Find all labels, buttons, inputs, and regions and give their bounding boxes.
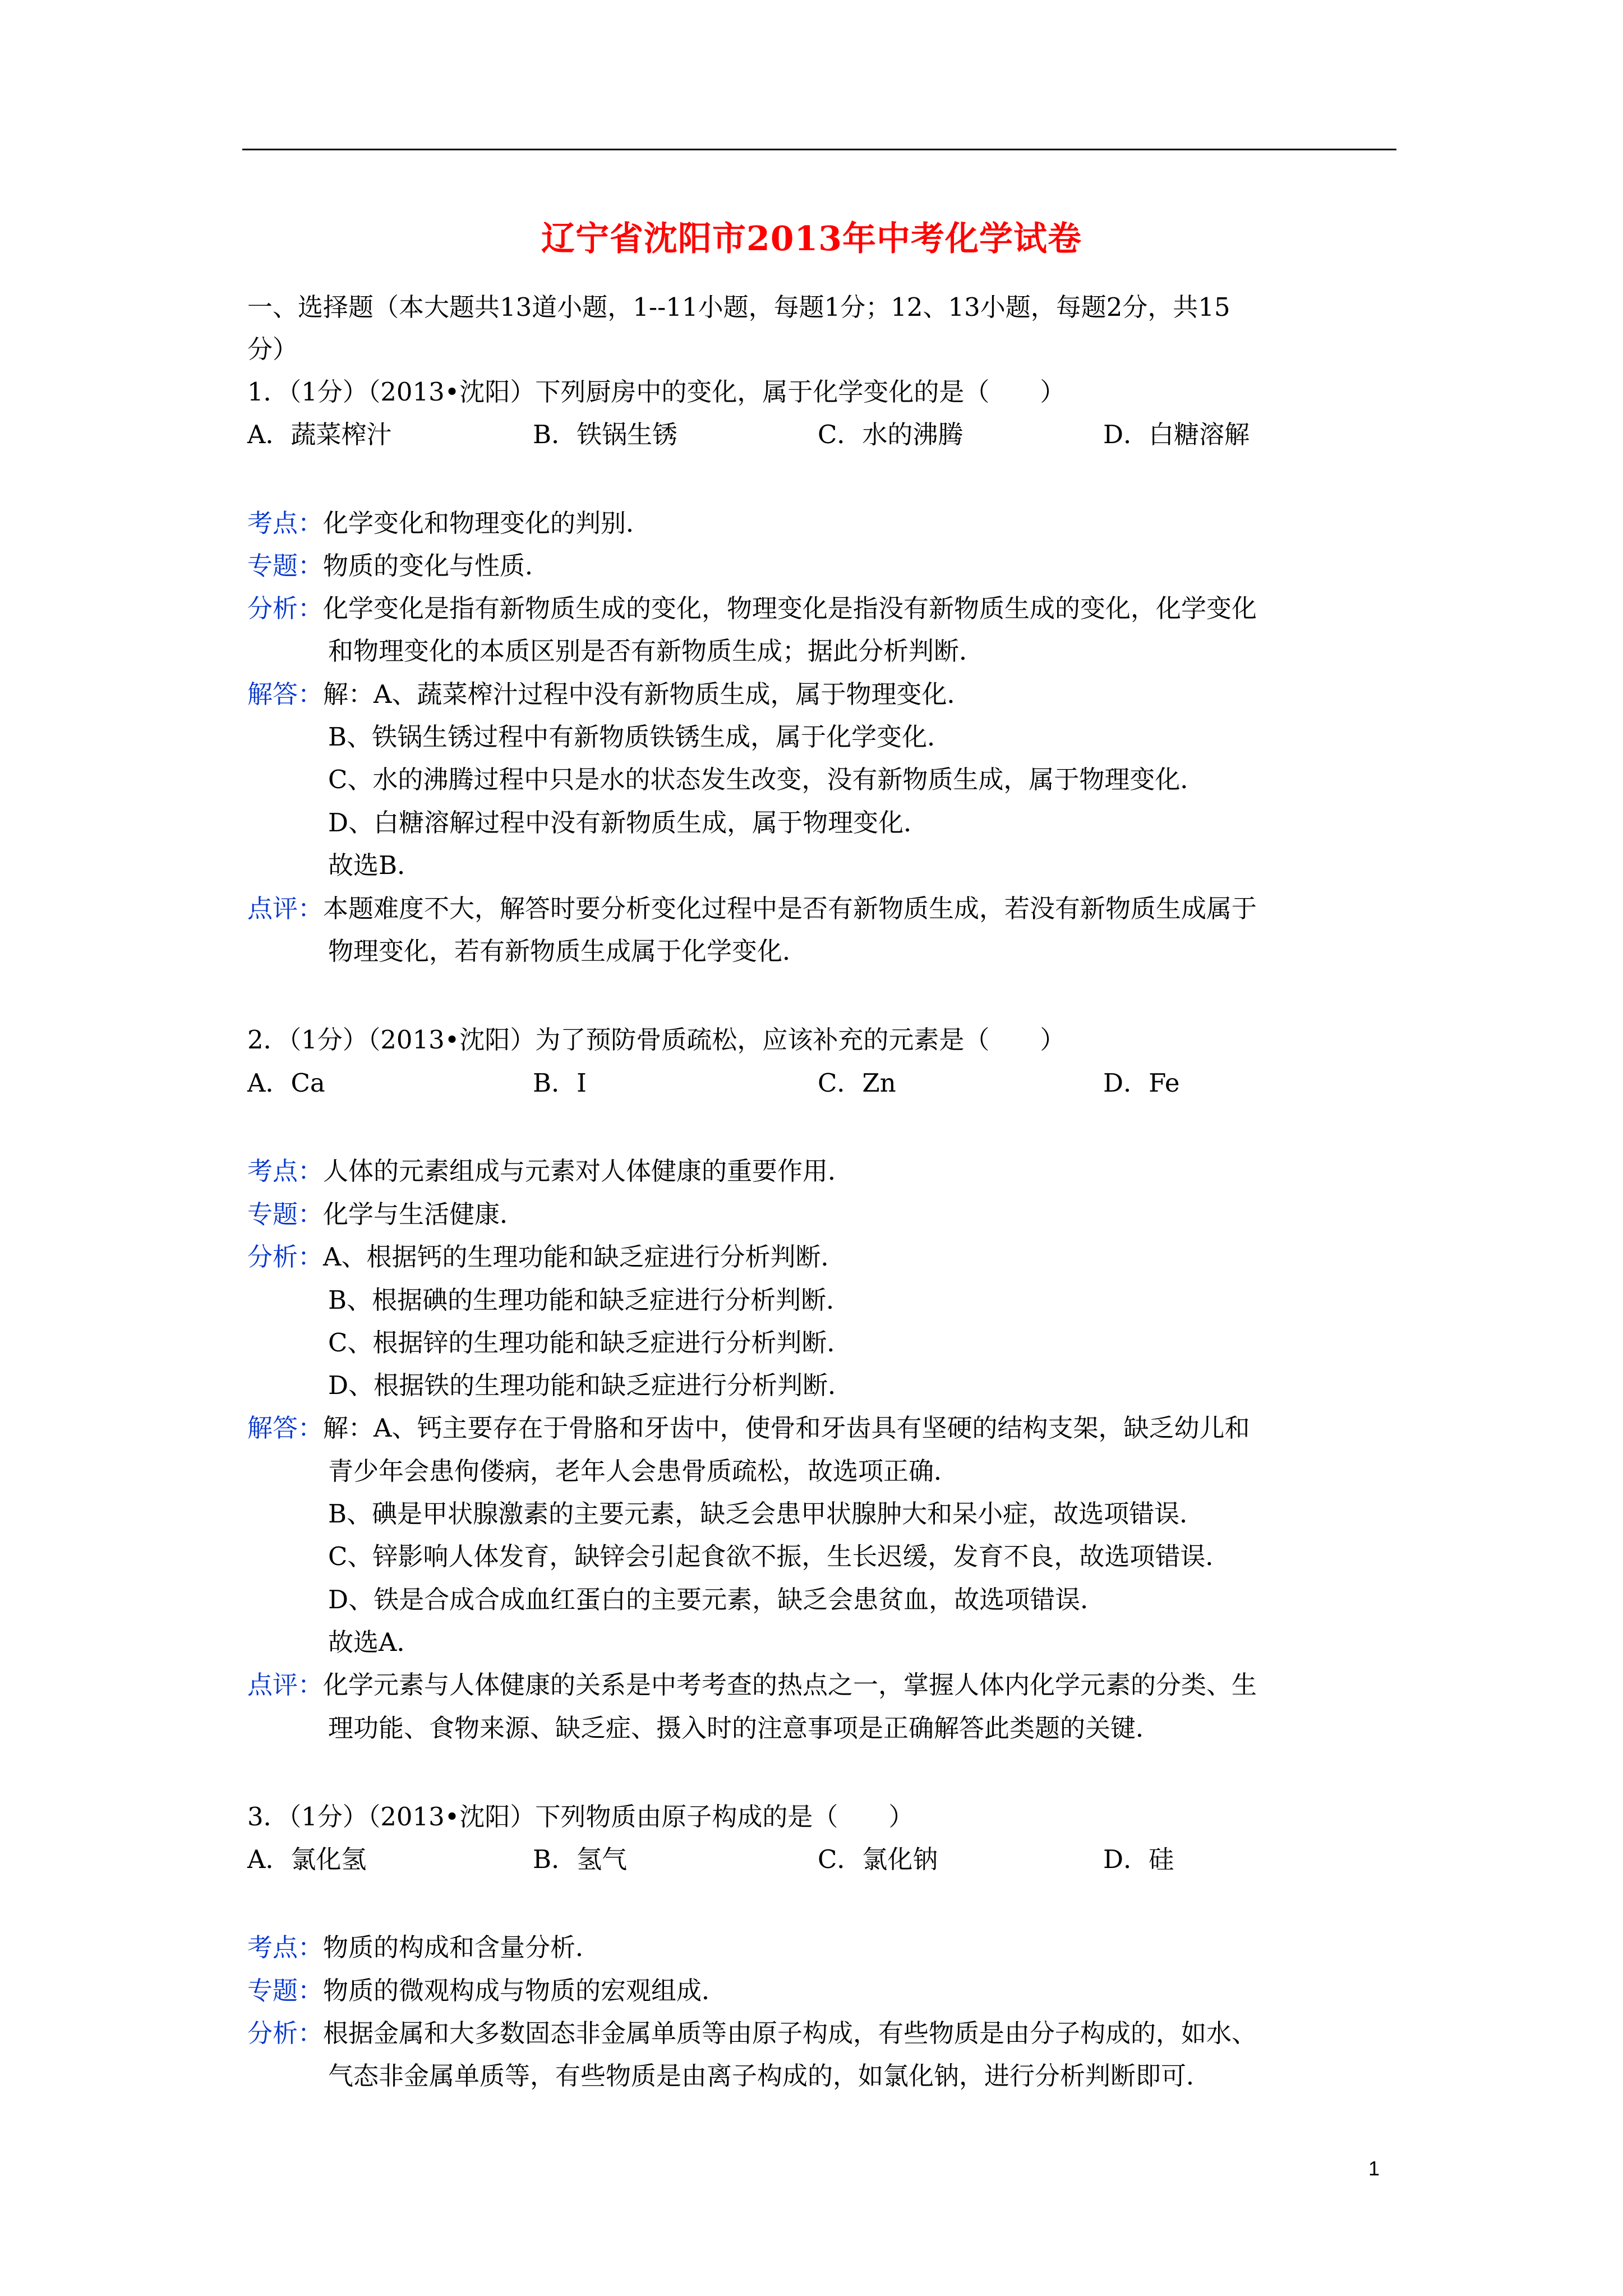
question-3-option-a: A．氯化氢	[247, 1844, 367, 1874]
fenxi-text: A、根据钙的生理功能和缺乏症进行分析判断．	[323, 1242, 846, 1272]
fenxi-text: 化学变化是指有新物质生成的变化，物理变化是指没有新物质生成的变化，化学变化	[323, 593, 1257, 623]
jieda-text-cont: B、铁锅生锈过程中有新物质铁锈生成，属于化学变化．	[328, 722, 953, 752]
fenxi-label: 分析：	[247, 1242, 324, 1272]
jieda-label: 解答：	[247, 1413, 324, 1443]
zhuanti-label: 专题：	[247, 1976, 324, 2005]
question-1-option-b: B．铁锅生锈	[533, 420, 678, 449]
question-1-option-c: C．水的沸腾	[818, 420, 963, 449]
question-3-fenxi	[247, 2017, 1257, 2050]
jieda-label: 解答：	[247, 679, 324, 709]
question-1-kaodian	[247, 507, 651, 540]
question-2-stem: 2．（1分）（2013•沈阳）为了预防骨质疏松，应该补充的元素是（ ）	[247, 1025, 1066, 1055]
zhuanti-label: 专题：	[247, 1199, 324, 1229]
fenxi-label: 分析：	[247, 593, 324, 623]
kaodian-label: 考点：	[247, 508, 324, 538]
question-1-stem: 1．（1分）（2013•沈阳）下列厨房中的变化，属于化学变化的是（ ）	[247, 377, 1066, 407]
dianping-text-cont: 理功能、食物来源、缺乏症、摄入时的注意事项是正确解答此类题的关键．	[328, 1713, 1161, 1743]
section-heading-cont: 分）	[247, 334, 298, 364]
jieda-answer: 故选B．	[328, 850, 423, 880]
question-1-option-a: A．蔬菜榨汁	[247, 420, 392, 449]
zhuanti-text: 化学与生活健康．	[323, 1199, 525, 1229]
question-3-option-c: C．氯化钠	[818, 1844, 938, 1874]
question-3-zhuanti	[247, 1974, 727, 2008]
dianping-text: 本题难度不大，解答时要分析变化过程中是否有新物质生成，若没有新物质生成属于	[323, 894, 1257, 923]
jieda-text-cont: B、碘是甲状腺激素的主要元素，缺乏会患甲状腺肿大和呆小症，故选项错误．	[328, 1499, 1205, 1529]
jieda-text: 解：A、蔬菜榨汁过程中没有新物质生成，属于物理变化．	[323, 679, 972, 709]
zhuanti-text: 物质的微观构成与物质的宏观组成．	[323, 1976, 727, 2005]
jieda-text-cont: D、白糖溶解过程中没有新物质生成，属于物理变化．	[328, 808, 929, 838]
question-2-option-b: B．I	[533, 1068, 587, 1098]
header-rule	[242, 149, 1396, 150]
question-1-jieda	[247, 678, 972, 711]
zhuanti-text: 物质的变化与性质．	[323, 551, 551, 581]
fenxi-text-cont: C、根据锌的生理功能和缺乏症进行分析判断．	[328, 1328, 852, 1358]
dianping-text-cont: 物理变化，若有新物质生成属于化学变化．	[328, 936, 808, 966]
question-3-option-d: D．硅	[1103, 1844, 1174, 1874]
kaodian-text: 化学变化和物理变化的判别．	[323, 508, 652, 538]
fenxi-text-cont: 气态非金属单质等，有些物质是由离子构成的，如氯化钠，进行分析判断即可．	[328, 2061, 1212, 2091]
question-1-dianping	[247, 892, 1257, 926]
jieda-text-cont: 青少年会患佝偻病，老年人会患骨质疏松，故选项正确．	[328, 1456, 960, 1486]
jieda-answer: 故选A．	[328, 1627, 422, 1657]
kaodian-label: 考点：	[247, 1932, 324, 1962]
kaodian-label: 考点：	[247, 1156, 324, 1186]
kaodian-text: 物质的构成和含量分析．	[323, 1932, 601, 1962]
question-1-option-d: D．白糖溶解	[1103, 420, 1250, 449]
page-number: 1	[1368, 2157, 1380, 2180]
fenxi-text-cont: D、根据铁的生理功能和缺乏症进行分析判断．	[328, 1370, 854, 1400]
question-3-option-b: B．氢气	[533, 1844, 628, 1874]
fenxi-text-cont: 和物理变化的本质区别是否有新物质生成；据此分析判断．	[328, 636, 985, 666]
question-2-option-a: A．Ca	[247, 1068, 325, 1098]
question-2-option-c: C．Zn	[818, 1068, 896, 1098]
question-3-kaodian	[247, 1931, 601, 1964]
page-title: 辽宁省沈阳市2013年中考化学试卷	[541, 219, 1082, 259]
zhuanti-label: 专题：	[247, 551, 324, 581]
kaodian-text: 人体的元素组成与元素对人体健康的重要作用．	[323, 1156, 854, 1186]
jieda-text-cont: D、铁是合成合成血红蛋白的主要元素，缺乏会患贫血，故选项错误．	[328, 1585, 1106, 1614]
fenxi-label: 分析：	[247, 2018, 324, 2048]
question-2-fenxi	[247, 1240, 846, 1274]
question-1-fenxi	[247, 592, 1257, 625]
fenxi-text-cont: B、根据碘的生理功能和缺乏症进行分析判断．	[328, 1285, 852, 1315]
question-2-option-d: D．Fe	[1103, 1068, 1180, 1098]
question-1-zhuanti	[247, 549, 550, 583]
dianping-label: 点评：	[247, 1670, 324, 1700]
dianping-text: 化学元素与人体健康的关系是中考考查的热点之一，掌握人体内化学元素的分类、生	[323, 1670, 1257, 1700]
dianping-label: 点评：	[247, 894, 324, 923]
fenxi-text: 根据金属和大多数固态非金属单质等由原子构成，有些物质是由分子构成的，如水、	[323, 2018, 1257, 2048]
jieda-text: 解：A、钙主要存在于骨胳和牙齿中，使骨和牙齿具有坚硬的结构支架，缺乏幼儿和	[323, 1413, 1250, 1443]
question-2-kaodian	[247, 1154, 853, 1188]
question-2-zhuanti	[247, 1198, 525, 1231]
question-2-dianping	[247, 1668, 1257, 1702]
question-2-jieda	[247, 1411, 1250, 1445]
question-3-stem: 3．（1分）（2013•沈阳）下列物质由原子构成的是（ ）	[247, 1802, 914, 1832]
jieda-text-cont: C、锌影响人体发育，缺锌会引起食欲不振，生长迟缓，发育不良，故选项错误．	[328, 1542, 1231, 1571]
jieda-text-cont: C、水的沸腾过程中只是水的状态发生改变，没有新物质生成，属于物理变化．	[328, 765, 1206, 794]
section-heading: 一、选择题（本大题共13道小题，1--11小题，每题1分；12、13小题，每题2分，共15	[247, 292, 1230, 322]
